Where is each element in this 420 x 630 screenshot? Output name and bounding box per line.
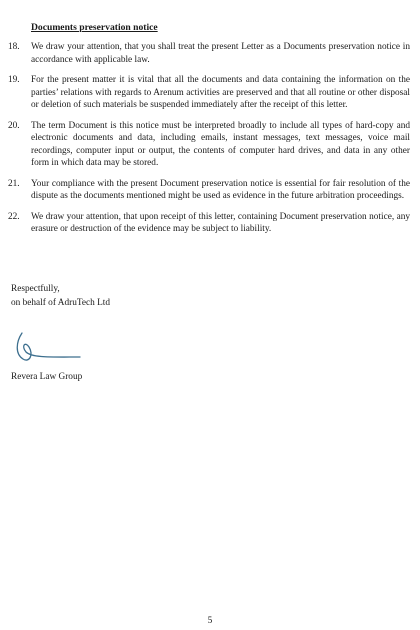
paragraph-19	[8, 74, 410, 112]
paragraph-number: 21.	[8, 178, 20, 189]
salutation: Respectfully,	[11, 284, 60, 294]
paragraph-18	[8, 41, 410, 66]
paragraph-text: We draw your attention, that you shall treat the present Letter as a Documents preservation notice in accordance with applicable law.	[31, 42, 410, 65]
numbered-paragraphs	[8, 41, 410, 244]
paragraph-text: The term Document is this notice must be interpreted broadly to include all types of hard-copy and electronic documents and data, including emails, instant messages, text messages, voice mail recordings, computer input or output, the contents of computer hard drives, and data in any other form in which data may be stored.	[31, 120, 410, 168]
closing-block	[11, 282, 110, 310]
on-behalf-line: on behalf of AdruTech Ltd	[11, 298, 111, 308]
signature-image	[12, 330, 82, 364]
paragraph-20	[8, 120, 410, 170]
paragraph-number: 18.	[8, 42, 20, 52]
paragraph-number: 20.	[8, 120, 20, 131]
page-number: 5	[207, 616, 213, 626]
law-firm-name: Revera Law Group	[11, 372, 83, 382]
paragraph-number: 19.	[8, 75, 20, 85]
paragraph-text: For the present matter it is vital that all the documents and data containing the information on the parties’ relations with regards to Arenum activities are preserved and that all routine or other disposal or deletion of such materials be suspended immediately after the receipt of this letter.	[31, 75, 410, 110]
section-heading: Documents preservation notice	[31, 22, 158, 33]
paragraph-number: 22.	[8, 211, 20, 222]
paragraph-text: Your compliance with the present Document preservation notice is essential for fair resolution of the dispute as the documents mentioned might be used as evidence in the future arbitration proceedings.	[31, 178, 410, 201]
paragraph-text: We draw your attention, that upon receipt of this letter, containing Document preservation notice, any erasure or destruction of the evidence may be subject to liability.	[31, 211, 410, 234]
paragraph-22	[8, 211, 410, 236]
paragraph-21	[8, 178, 410, 203]
